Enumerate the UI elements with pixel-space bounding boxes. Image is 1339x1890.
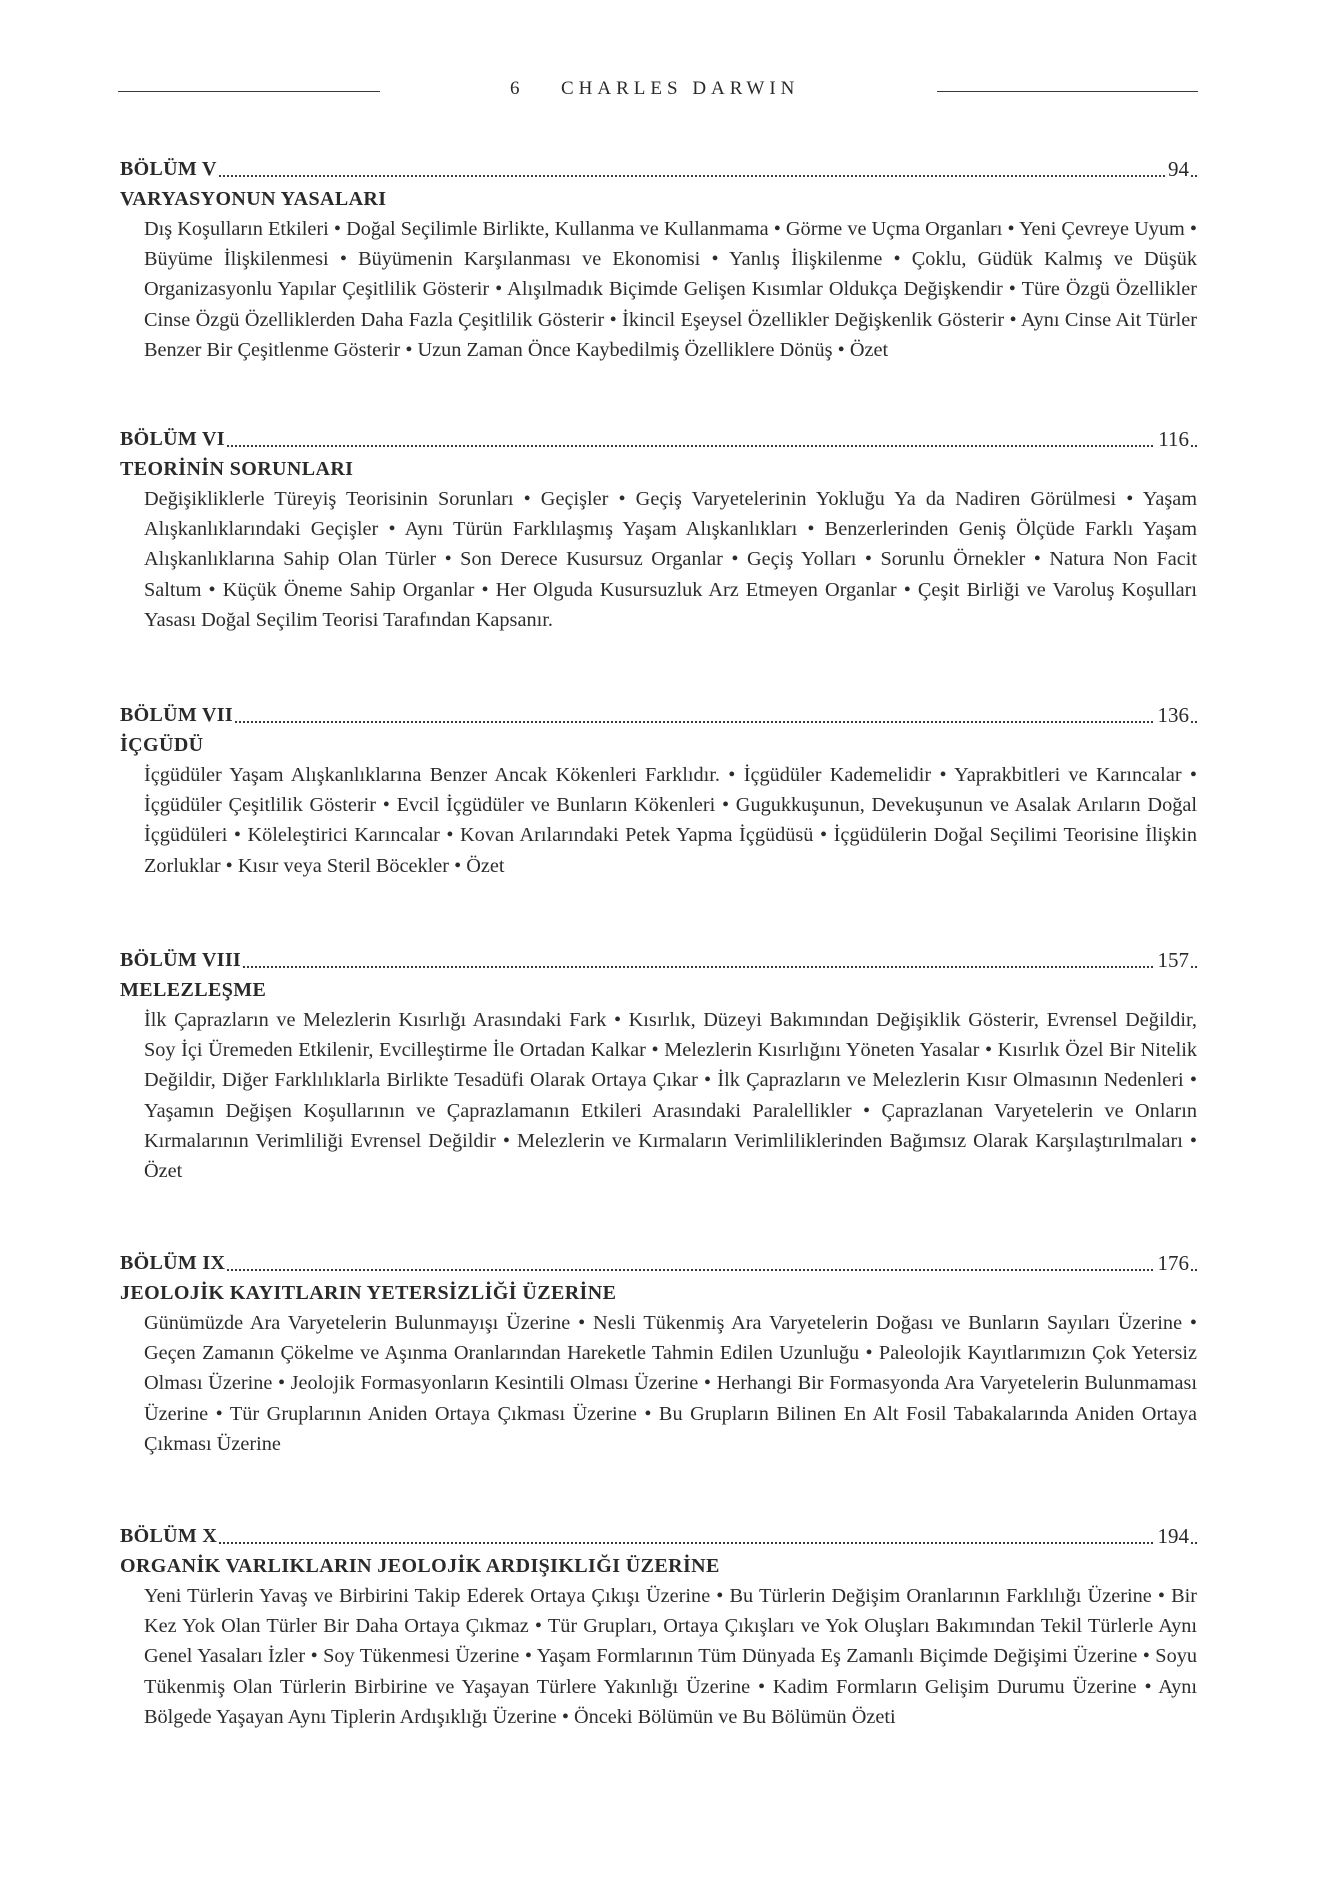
- dot-leader: [120, 721, 1197, 723]
- toc-entry-chapter-5: [120, 154, 1197, 365]
- dot-leader: [120, 1542, 1197, 1544]
- chapter-summary: Yeni Türlerin Yavaş ve Birbirini Takip Ederek Ortaya Çıkışı Üzerine • Bu Türlerin Değişim Oranlarının Farklılığı Üzerine • Bir Kez Yok Olan Türler Bir Daha Ortaya Çıkmaz • Tür Grupları, Ortaya Çıkışları ve Yok Oluşları Bakımından Tekil Türlerle Aynı Genel Yasaları İzler • Soy Tükenmesi Üzerine • Yaşam Formlarının Tüm Dünyada Eş Zamanlı Biçimde Değişimi Üzerine • Soyu Tükenmiş Olan Türlerin Birbirine ve Yaşayan Türlere Yakınlığı Üzerine • Kadim Formların Gelişim Durumu Üzerine • Aynı Bölgede Yaşayan Aynı Tiplerin Ardışıklığı Üzerine • Önceki Bölümün ve Bu Bölümün Özeti: [144, 1585, 1197, 1728]
- chapter-summary: Dış Koşulların Etkileri • Doğal Seçilimle Birlikte, Kullanma ve Kullanmama • Görme ve Uçma Organları • Yeni Çevreye Uyum • Büyüme İlişkilenmesi • Büyümenin Karşılanması ve Ekonomisi • Yanlış İlişkilenme • Çoklu, Güdük Kalmış ve Düşük Organizasyonlu Yapılar Çeşitlilik Gösterir • Alışılmadık Biçimde Gelişen Kısımlar Oldukça Değişkendir • Türe Özgü Özellikler Cinse Özgü Özelliklerden Daha Fazla Çeşitlilik Gösterir • İkincil Eşeysel Özellikler Değişkenlik Gösterir • Aynı Cinse Ait Türler Benzer Bir Çeşitlenme Gösterir • Uzun Zaman Önce Kaybedilmiş Özelliklere Dönüş • Özet: [144, 218, 1197, 361]
- chapter-heading-line: [120, 154, 1197, 184]
- chapter-page-number: 116: [1155, 424, 1189, 454]
- header-rule-left: [118, 91, 380, 92]
- chapter-label: BÖLÜM V: [120, 154, 219, 184]
- chapter-heading-line: [120, 1248, 1197, 1278]
- chapter-title: JEOLOJİK KAYITLARIN YETERSİZLİĞİ ÜZERİNE: [120, 1282, 617, 1304]
- chapter-title: TEORİNİN SORUNLARI: [120, 458, 354, 480]
- dot-leader: [120, 445, 1197, 447]
- header-rule-right: [937, 91, 1198, 92]
- chapter-label: BÖLÜM IX: [120, 1248, 227, 1278]
- toc-entry-chapter-6: [120, 424, 1197, 635]
- chapter-page-number: 136: [1155, 700, 1190, 730]
- chapter-title: İÇGÜDÜ: [120, 734, 204, 756]
- chapter-summary: İçgüdüler Yaşam Alışkanlıklarına Benzer Ancak Kökenleri Farklıdır. • İçgüdüler Kademelidir • Yaprakbitleri ve Karıncalar • İçgüdüler Çeşitlilik Gösterir • Evcil İçgüdüler ve Bunların Kökenleri • Gugukkuşunun, Devekuşunun ve Asalak Arıların Doğal İçgüdüleri • Köleleştirici Karıncalar • Kovan Arılarındaki Petek Yapma İçgüdüsü • İçgüdülerin Doğal Seçilimi Teorisine İlişkin Zorluklar • Kısır veya Steril Böcekler • Özet: [144, 764, 1197, 877]
- dot-leader: [120, 175, 1197, 177]
- toc-entry-chapter-9: [120, 1248, 1197, 1459]
- chapter-page-number: 176: [1155, 1248, 1190, 1278]
- page-number: 6: [510, 78, 521, 99]
- chapter-summary: Değişikliklerle Türeyiş Teorisinin Sorunları • Geçişler • Geçiş Varyetelerinin Yokluğu Ya da Nadiren Görülmesi • Yaşam Alışkanlıklarındaki Geçişler • Aynı Türün Farklılaşmış Yaşam Alışkanlıkları • Benzerlerinden Geniş Ölçüde Farklı Yaşam Alışkanlıklarına Sahip Olan Türler • Son Derece Kusursuz Organlar • Geçiş Yolları • Sorunlu Örnekler • Natura Non Facit Saltum • Küçük Öneme Sahip Organlar • Her Olguda Kusursuzluk Arz Etmeyen Organlar • Çeşit Birliği ve Varoluş Koşulları Yasası Doğal Seçilim Teorisi Tarafından Kapsanır.: [144, 488, 1197, 631]
- chapter-summary: İlk Çaprazların ve Melezlerin Kısırlığı Arasındaki Fark • Kısırlık, Düzeyi Bakımından Değişiklik Gösterir, Evrensel Değildir, Soy İçi Üremeden Etkilenir, Evcilleştirme İle Ortadan Kalkar • Melezlerin Kısırlığını Yöneten Yasalar • Kısırlık Özel Bir Nitelik Değildir, Diğer Farklılıklarla Birlikte Tesadüfi Olarak Ortaya Çıkar • İlk Çaprazların ve Melezlerin Kısır Olmasının Nedenleri • Yaşamın Değişen Koşullarının ve Çaprazlamanın Etkileri Arasındaki Paralellikler • Çaprazlanan Varyetelerin ve Onların Kırmalarının Verimliliği Evrensel Değildir • Melezlerin ve Kırmaların Verimliliklerinden Bağımsız Olarak Karşılaştırılmaları • Özet: [144, 1009, 1197, 1183]
- chapter-summary: Günümüzde Ara Varyetelerin Bulunmayışı Üzerine • Nesli Tükenmiş Ara Varyetelerin Doğası ve Bunların Sayıları Üzerine • Geçen Zamanın Çökelme ve Aşınma Oranlarından Hareketle Tahmin Edilen Uzunluğu • Paleolojik Kayıtlarımızın Çok Yetersiz Olması Üzerine • Jeolojik Formasyonların Kesintili Olması Üzerine • Herhangi Bir Formasyonda Ara Varyetelerin Bulunmaması Üzerine • Tür Gruplarının Aniden Ortaya Çıkması Üzerine • Bu Grupların Bilinen En Alt Fosil Tabakalarında Aniden Ortaya Çıkması Üzerine: [144, 1312, 1197, 1455]
- running-header: [118, 74, 1198, 108]
- chapter-label: BÖLÜM X: [120, 1521, 219, 1551]
- chapter-heading-line: [120, 424, 1197, 454]
- toc-entry-chapter-8: [120, 945, 1197, 1186]
- toc-entry-chapter-10: [120, 1521, 1197, 1732]
- chapter-page-number: 157: [1155, 945, 1190, 975]
- chapter-title: VARYASYONUN YASALARI: [120, 188, 387, 210]
- toc-entry-chapter-7: [120, 700, 1197, 881]
- chapter-heading-line: [120, 945, 1197, 975]
- chapter-title: MELEZLEŞME: [120, 979, 267, 1001]
- chapter-label: BÖLÜM VII: [120, 700, 235, 730]
- dot-leader: [120, 966, 1197, 968]
- chapter-heading-line: [120, 1521, 1197, 1551]
- chapter-label: BÖLÜM VIII: [120, 945, 243, 975]
- chapter-heading-line: [120, 700, 1197, 730]
- dot-leader: [120, 1269, 1197, 1271]
- chapter-label: BÖLÜM VI: [120, 424, 227, 454]
- chapter-page-number: 194: [1155, 1521, 1190, 1551]
- chapter-page-number: 94: [1165, 154, 1189, 184]
- author-name: CHARLES DARWIN: [561, 78, 800, 99]
- chapter-title: ORGANİK VARLIKLARIN JEOLOJİK ARDIŞIKLIĞI ÜZERİNE: [120, 1555, 720, 1577]
